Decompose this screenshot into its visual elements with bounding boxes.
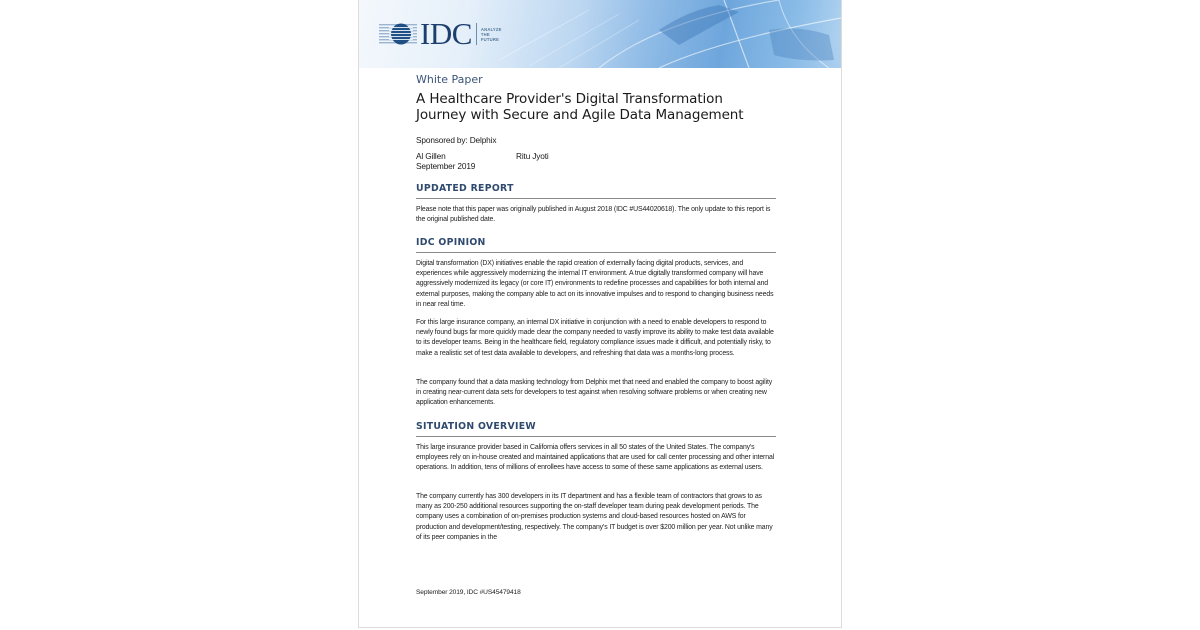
section-heading-idc-opinion: IDC OPINION (416, 237, 776, 253)
tagline-line: FUTURE (480, 36, 500, 42)
section-heading-updated-report: UPDATED REPORT (416, 183, 776, 199)
document-title: A Healthcare Provider's Digital Transformation Journey with Secure and Agile Data Management (416, 91, 744, 123)
paragraph: For this large insurance company, an internal DX initiative in conjunction with a need to enable developers to respond to newly found bugs far more quickly made clear the company needed to vastly improve its ability to make test data available to its developer teams. Being in the healthcare field, regulatory compliance issues made it difficult, and potentially risky, to make a realistic set of test data available to developers, and refreshing that data was a months-long process. (416, 319, 774, 357)
paragraph: This large insurance provider based in California offers services in all 50 states of the United States. The company's employees rely on in-house created and maintained applications that are used for call center processing and other internal operations. In addition, tens of millions of enrollees have access to some of these same applications as external users. (416, 444, 775, 472)
logo-text: IDC (420, 16, 472, 51)
paragraph: The company found that a data masking technology from Delphix met that need and enabled the company to boost agility in creating near-current data sets for developers to test against when resolving software problems or when creating new application enhancements. (416, 379, 773, 407)
idc-logo-mark-icon (379, 22, 417, 46)
tagline-line: ANALYZE (480, 26, 502, 32)
logo-tagline (481, 27, 502, 42)
paragraph: Please note that this paper was originally published in August 2018 (IDC #US44020618). The only update to this report is the original published date. (416, 206, 771, 224)
page-footer: September 2019, IDC #US45479418 (416, 589, 521, 596)
sponsor-line: Sponsored by: Delphix (416, 135, 497, 145)
paragraph: Digital transformation (DX) initiatives enable the rapid creation of externally facing digital products, services, and experiences while aggressively modernizing the internal IT environment. A true digitally transformed company will have aggressively modernized its legacy (or core IT) environments to redefine processes and capabilities for both internal and external purposes, making the company able to act on its innovative impulses and to respond to changing business needs in near real time. (416, 260, 774, 308)
document-type: White Paper (416, 73, 483, 86)
paragraph: The company currently has 300 developers in its IT department and has a flexible team of contractors that grows to as many as 200-250 additional resources supporting the on-staff developer team during peak development periods. The company uses a combination of on-premises production systems and cloud-based resources hosted on AWS for production and development/testing, respectively. The company's IT budget is over $200 million per year. Not unlike many of its peer companies in the (416, 493, 773, 541)
tagline-line: THE (480, 31, 490, 37)
section-heading-situation-overview: SITUATION OVERVIEW (416, 421, 776, 437)
document-page (358, 0, 842, 628)
header-banner (359, 0, 841, 68)
author-name: Al Gillen (416, 151, 446, 161)
publication-date: September 2019 (416, 161, 476, 171)
logo-divider (476, 23, 477, 45)
idc-logo (379, 16, 502, 51)
author-name: Ritu Jyoti (516, 151, 549, 161)
